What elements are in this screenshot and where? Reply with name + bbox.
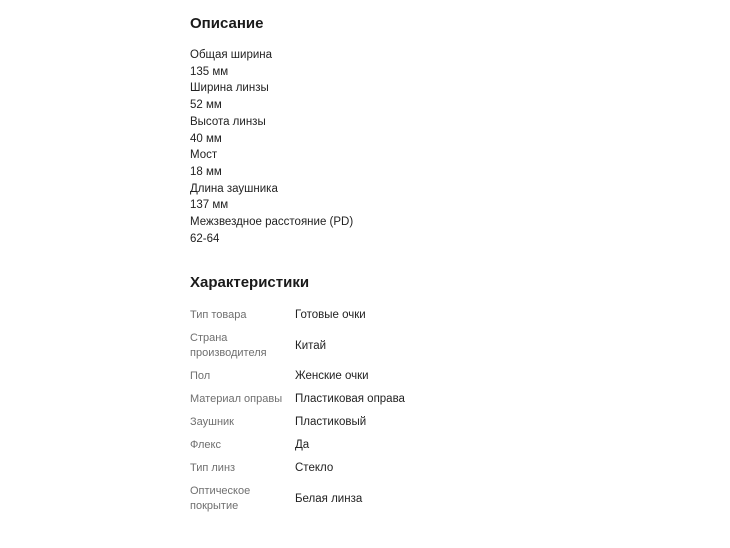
spec-value: Да — [295, 439, 310, 451]
description-line: 135 мм — [190, 65, 229, 78]
characteristics-table — [190, 308, 690, 522]
spec-label: Тип линз — [190, 462, 236, 474]
spec-row-country — [190, 331, 690, 361]
description-line: 40 мм — [190, 132, 222, 145]
spec-label: Оптическое покрытие — [190, 485, 251, 512]
description-line: Мост — [190, 149, 218, 162]
spec-label: Страна производителя — [190, 332, 267, 359]
characteristics-title: Характеристики — [190, 274, 310, 291]
spec-label: Флекс — [190, 439, 221, 451]
description-text — [190, 47, 353, 247]
description-line: 137 мм — [190, 199, 229, 212]
description-line: Длина заушника — [190, 182, 278, 195]
description-line: Межзвездное расстояние (PD) — [190, 216, 354, 229]
description-line: Ширина линзы — [190, 82, 269, 95]
spec-value: Белая линза — [295, 492, 363, 505]
description-line: Общая ширина — [190, 49, 273, 61]
spec-label: Заушник — [190, 416, 234, 428]
spec-label: Материал оправы — [190, 393, 283, 405]
spec-value: Пластиковый — [295, 416, 367, 428]
description-line: 52 мм — [190, 99, 222, 112]
description-line: 62-64 — [190, 232, 220, 245]
spec-value: Стекло — [295, 462, 334, 474]
spec-row-gender — [190, 369, 690, 384]
description-title: Описание — [190, 15, 264, 32]
spec-value: Китай — [295, 339, 327, 352]
spec-value: Пластиковая оправа — [295, 393, 405, 405]
spec-value: Готовые очки — [295, 309, 366, 321]
spec-row-frame-material — [190, 392, 690, 407]
spec-row-flex — [190, 438, 690, 453]
description-line: 18 мм — [190, 165, 222, 178]
spec-label: Пол — [190, 370, 211, 382]
description-line: Высота линзы — [190, 115, 266, 128]
spec-row-lens-type — [190, 461, 690, 476]
spec-label: Тип товара — [190, 309, 247, 321]
spec-value: Женские очки — [295, 370, 369, 382]
spec-row-product-type — [190, 308, 690, 323]
spec-row-temple — [190, 415, 690, 430]
spec-row-optical-coating — [190, 484, 690, 514]
